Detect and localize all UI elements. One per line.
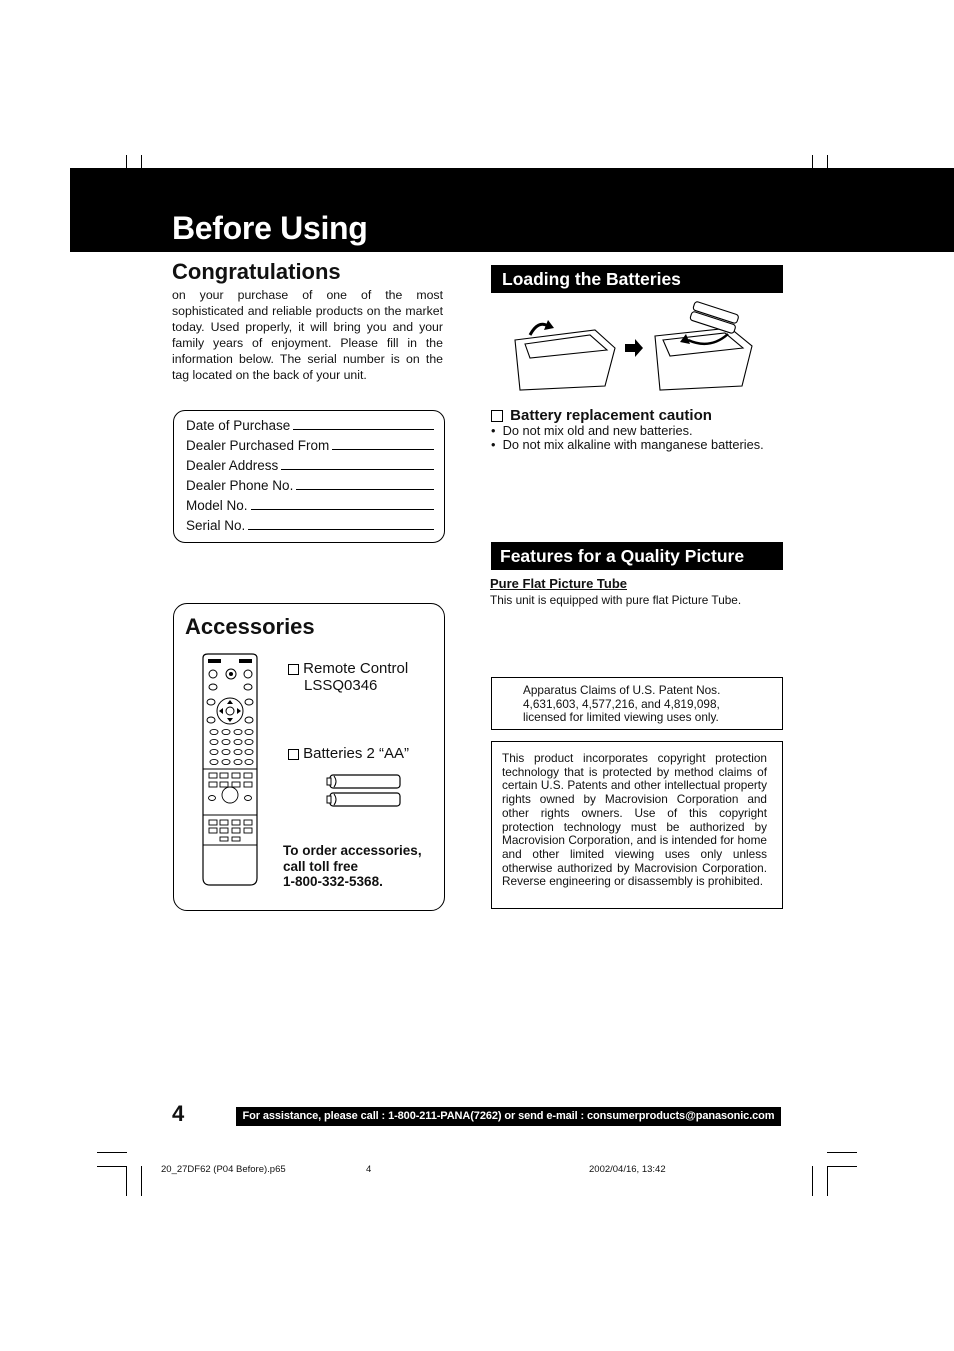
fill-in-line [293,429,434,430]
patent-line: 4,631,603, 4,577,216, and 4,819,098, [523,696,720,711]
checkbox-icon [491,410,503,422]
crop-mark [97,1166,127,1167]
caution-bullet-text: Do not mix alkaline with manganese batteries. [502,437,764,452]
fill-in-line [281,469,434,470]
accessories-heading: Accessories [185,614,315,639]
loading-batteries-heading: Loading the Batteries [491,265,783,293]
fill-in-line [248,529,434,530]
checkbox-icon [288,749,299,760]
field-label: Model No. [186,498,248,513]
battery-caution-heading [491,407,712,424]
date-of-purchase-field[interactable] [186,418,434,433]
fill-in-line [251,509,434,510]
macrovision-notice-text: This product incorporates copyright protection technology that is protected by method claims of certain U.S. Patents and other intellectual property rights owned by Macrovision Corporation and other rights owners. Use of this copyright protection technology must be authorized by Macrovision Corporation, and is intended for home and other limited viewing uses only unless otherwise authorized by Macrovision Corporation. Reverse engineering or disassembly is prohibited. [502,751,767,889]
toll-free-number: 1-800-332-5368. [283,874,383,889]
caution-bullet: • Do not mix old and new batteries. [491,423,693,438]
remote-control-item [288,660,408,694]
serial-no-field[interactable] [186,518,434,533]
crop-mark [827,1166,857,1167]
fill-in-line [296,489,434,490]
patent-line: licensed for limited viewing uses only. [523,710,719,724]
features-heading: Features for a Quality Picture [491,542,783,570]
caution-bullet-text: Do not mix old and new batteries. [502,423,693,438]
file-name: 20_27DF62 (P04 Before).p65 [161,1164,286,1175]
aa-batteries-illustration [325,772,403,810]
field-label: Dealer Purchased From [186,438,330,453]
patent-notice-box [491,677,783,730]
crop-mark [827,1152,857,1153]
order-accessories-text [283,843,422,890]
crop-mark [97,1152,127,1153]
patent-line: Apparatus Claims of U.S. Patent Nos. [523,683,721,697]
remote-control-illustration [199,652,261,888]
battery-caution-title: Battery replacement caution [510,407,712,424]
field-label: Serial No. [186,518,246,533]
congratulations-heading: Congratulations [172,259,341,284]
dealer-purchased-from-field[interactable] [186,438,434,453]
order-line: call toll free [283,858,359,874]
purchase-info-form [173,410,445,543]
field-label: Dealer Phone No. [186,478,294,493]
pure-flat-text: This unit is equipped with pure flat Picture Tube. [490,593,742,607]
page-number: 4 [172,1101,185,1126]
assistance-bar: For assistance, please call : 1-800-211-PANA(7262) or send e-mail : consumerproducts@panasonic.com [236,1107,781,1126]
batteries-item [288,745,409,762]
remote-control-model: LSSQ0346 [304,677,378,694]
remote-control-label: Remote Control [303,660,409,677]
file-timestamp: 2002/04/16, 13:42 [589,1164,666,1175]
patent-notice-text [523,684,763,725]
crop-mark [827,1166,828,1196]
crop-mark [141,1166,142,1196]
checkbox-icon [288,664,299,675]
crop-mark [126,1166,127,1196]
congratulations-text: on your purchase of one of the most sophisticated and reliable products on the market today. Used properly, it will bring you and your family years of enjoyment. Please fill in the information below. The serial number is on the tag located on the back of your unit. [172,288,443,382]
battery-loading-illustration [510,300,760,395]
order-line: To order accessories, [283,843,422,858]
dealer-phone-field[interactable] [186,478,434,493]
field-label: Dealer Address [186,458,279,473]
dealer-address-field[interactable] [186,458,434,473]
page-title: Before Using [172,210,368,246]
fill-in-line [332,449,434,450]
model-no-field[interactable] [186,498,434,513]
field-label: Date of Purchase [186,418,291,433]
caution-bullet: • Do not mix alkaline with manganese batteries. [491,437,764,452]
file-page-number: 4 [366,1164,372,1175]
macrovision-notice-box [491,741,783,909]
crop-mark [812,1166,813,1196]
batteries-label: Batteries 2 “AA” [303,745,410,762]
pure-flat-subheading: Pure Flat Picture Tube [490,576,628,591]
